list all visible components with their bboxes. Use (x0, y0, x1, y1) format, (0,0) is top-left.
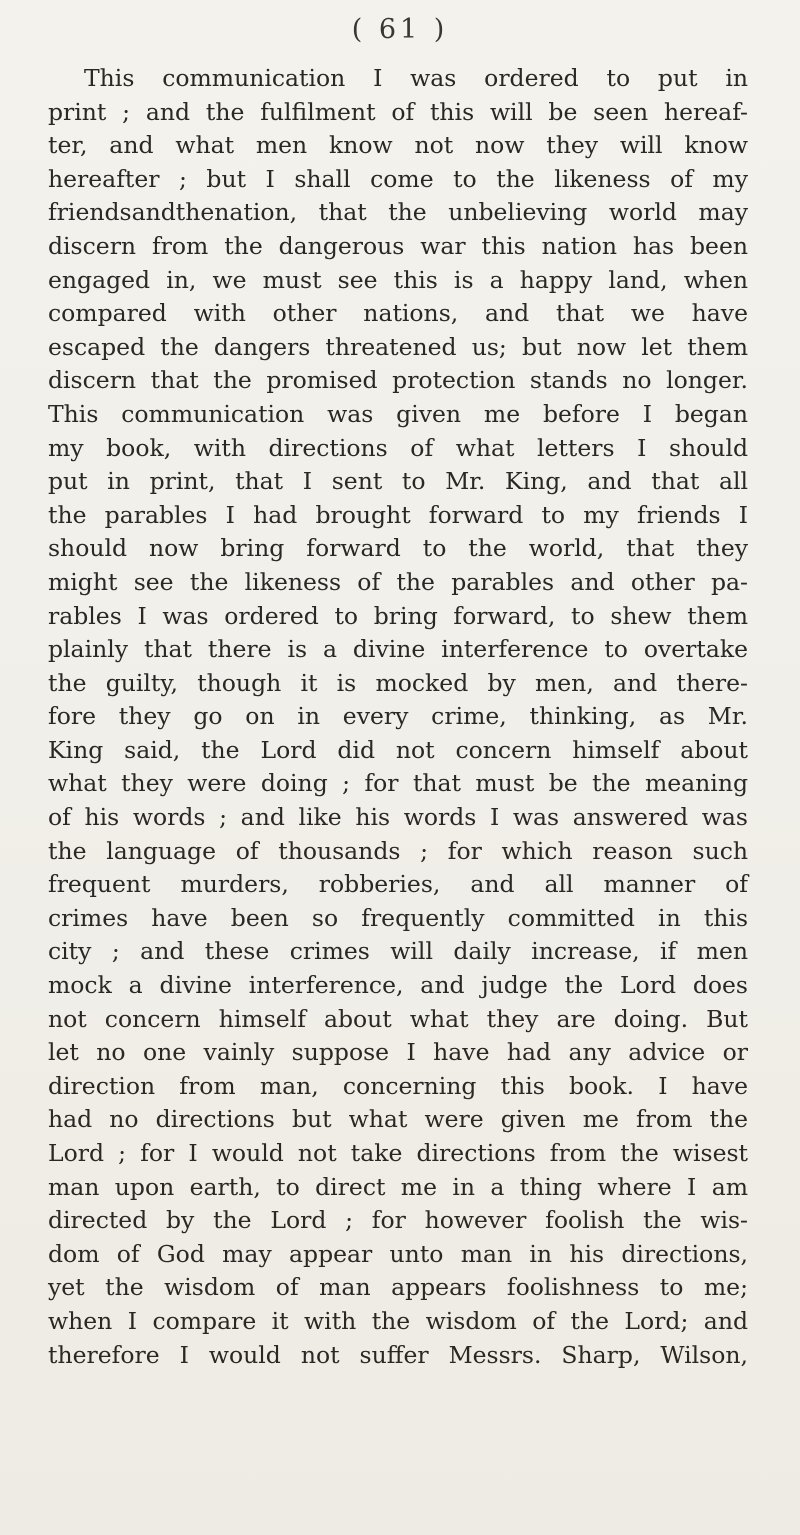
text-line: mock a divine interference, and judge the Lord does (48, 971, 748, 1000)
text-line: discern that the promised protection stands no longer. (48, 366, 748, 395)
text-line: the language of thousands ; for which reason such (48, 836, 748, 865)
text-line: Lord ; for I would not take directions from the wisest (48, 1139, 748, 1167)
text-line: yet the wisdom of man appears foolishness to me; (48, 1273, 748, 1302)
text-line: dom of God may appear unto man in his directions, (48, 1239, 748, 1268)
text-line: engaged in, we must see this is a happy land, when (48, 265, 748, 294)
text-line: ter, and what men know not now they will know (48, 131, 748, 160)
text-line: compared with other nations, and that we have (48, 299, 748, 328)
text-line: not concern himself about what they are doing. But (48, 1004, 748, 1033)
text-line: city ; and these crimes will daily increase, if men (48, 937, 748, 966)
text-line: hereafter ; but I shall come to the likeness of my (48, 164, 748, 193)
text-line: crimes have been so frequently committed in this (48, 903, 748, 932)
text-line: the guilty, though it is mocked by men, and there- (48, 668, 748, 697)
text-line: rables I was ordered to bring forward, to shew them (48, 601, 748, 630)
text-line: let no one vainly suppose I have had any advice or (48, 1038, 748, 1067)
text-line: put in print, that I sent to Mr. King, and that all (48, 467, 748, 496)
text-line: fore they go on in every crime, thinking, as Mr. (48, 702, 748, 731)
text-line: therefore I would not suffer Messrs. Sharp, Wilson, (48, 1340, 748, 1369)
text-line: might see the likeness of the parables and other pa- (48, 567, 748, 596)
text-line: direction from man, concerning this book. I have (48, 1071, 748, 1100)
text-line: King said, the Lord did not concern himself about (48, 735, 748, 764)
text-line: should now bring forward to the world, that they (48, 534, 748, 563)
text-line: man upon earth, to direct me in a thing where I am (48, 1172, 748, 1201)
text-line: friendsandthenation, that the unbelieving world may (48, 198, 748, 227)
page-number: ( 61 ) (351, 14, 449, 45)
text-line: discern from the dangerous war this nation has been (48, 231, 748, 260)
text-line: my book, with directions of what letters I should (48, 433, 748, 462)
text-line: This communication I was ordered to put in (84, 64, 748, 92)
text-line: directed by the Lord ; for however foolish the wis- (48, 1206, 748, 1235)
text-line: the parables I had brought forward to my friends I (48, 500, 748, 529)
text-line: plainly that there is a divine interference to overtake (48, 635, 748, 664)
text-line: what they were doing ; for that must be the meaning (48, 769, 748, 798)
text-line: escaped the dangers threatened us; but now let them (48, 332, 748, 361)
text-line: frequent murders, robberies, and all manner of (48, 870, 748, 899)
text-line: This communication was given me before I began (48, 399, 748, 428)
text-line: had no directions but what were given me from the (48, 1105, 748, 1134)
text-line: of his words ; and like his words I was answered was (48, 803, 748, 832)
body-paragraph (48, 62, 748, 1372)
text-line: print ; and the fulfilment of this will be seen hereaf- (48, 97, 748, 126)
text-line: when I compare it with the wisdom of the Lord; and (48, 1306, 748, 1335)
